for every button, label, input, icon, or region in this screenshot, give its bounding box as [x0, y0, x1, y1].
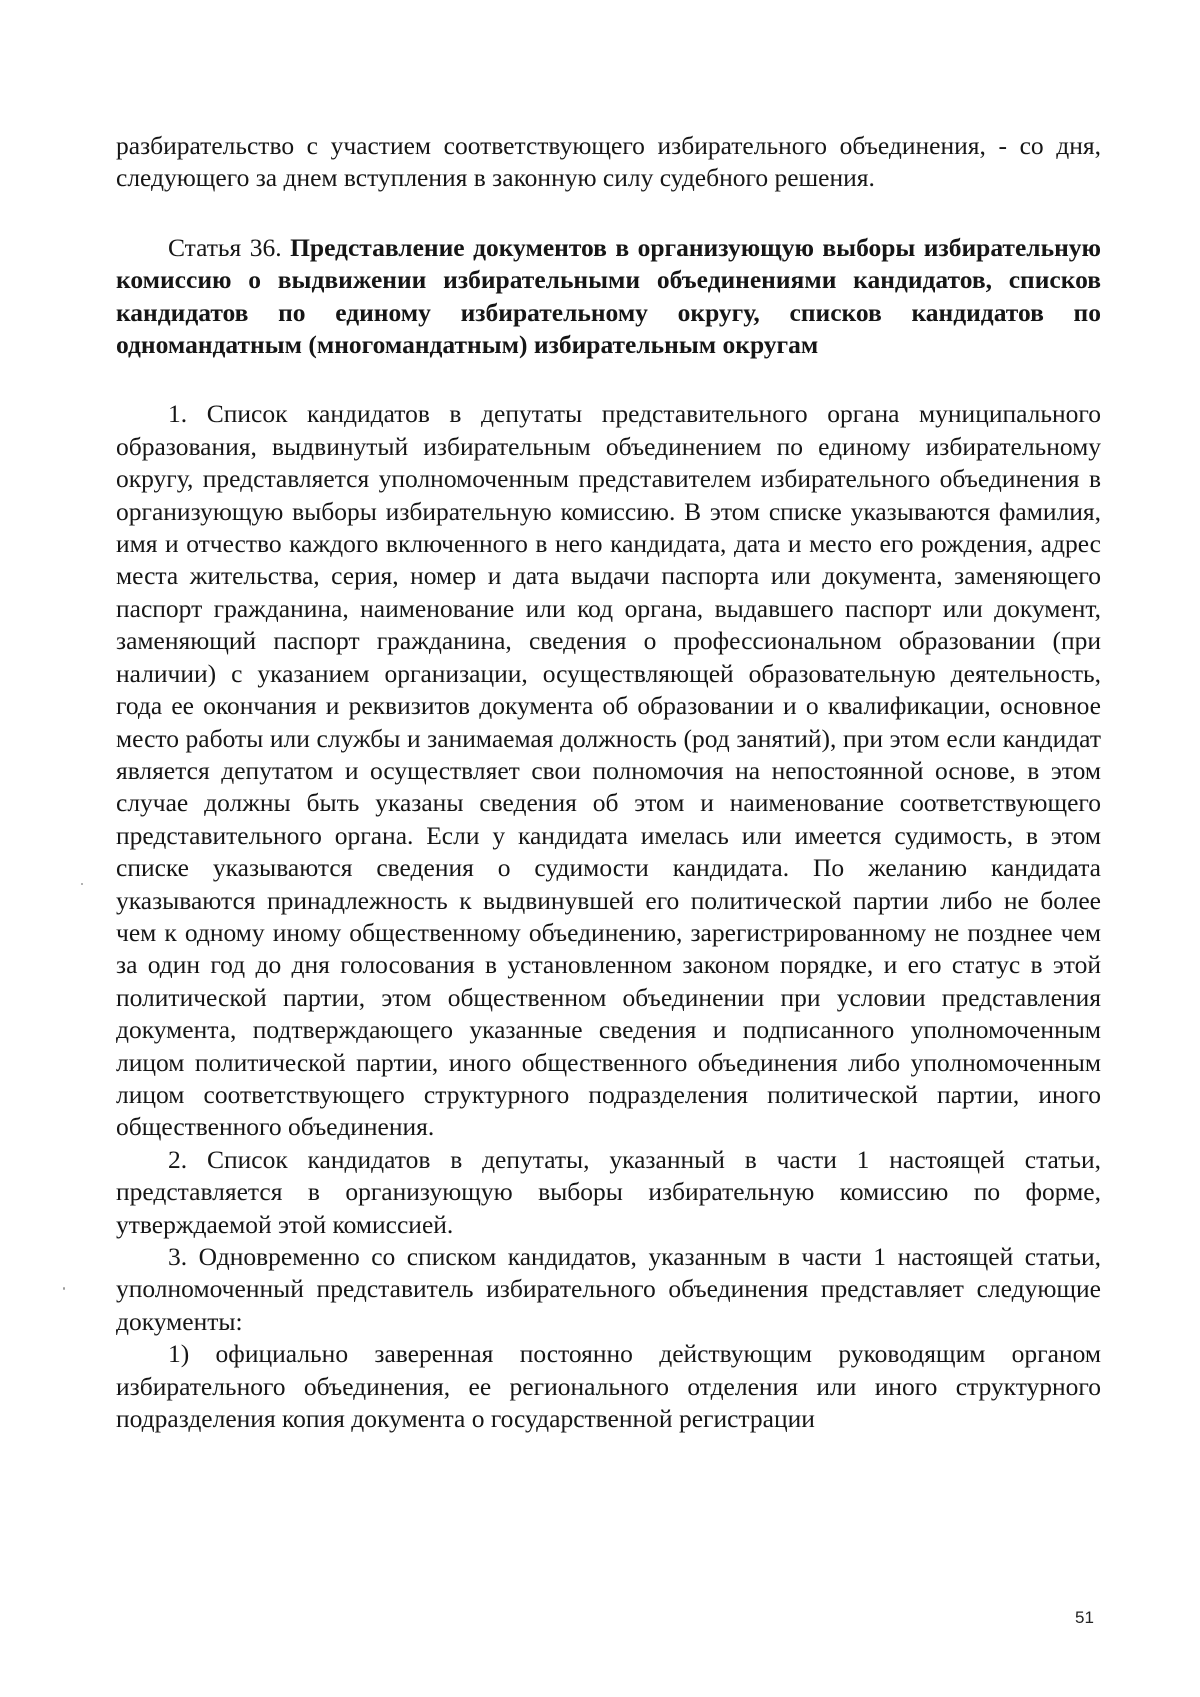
article-title: Представление документов в организующую выборы избирательную комиссию о выдвижении избирательными объединениями кандидатов, списков кандидатов по единому избирательному округу, списков кандидатов по одномандатным (многомандатным) избирательным округам	[116, 232, 1101, 360]
document-body	[116, 130, 1101, 1435]
paragraph-item-1: 1. Список кандидатов в депутаты представительного органа муниципального образования, выдвинутый избирательным объединением по единому избирательному округу, представляется уполномоченным представителем избирательного объединения в организующую выборы избирательную комиссию. В этом списке указываются фамилия, имя и отчество каждого включенного в него кандидата, дата и место его рождения, адрес места жительства, серия, номер и дата выдачи паспорта или документа, заменяющего паспорт гражданина, наименование или код органа, выдавшего паспорт или документ, заменяющий паспорт гражданина, сведения о профессиональном образовании (при наличии) с указанием организации, осуществляющей образовательную деятельность, года ее окончания и реквизитов документа об образовании и о квалификации, основное место работы или службы и занимаемая должность (род занятий), при этом если кандидат является депутатом и осуществляет свои полномочия на непостоянной основе, в этом случае должны быть указаны сведения об этом и наименование соответствующего представительного органа. Если у кандидата имелась или имеется судимость, в этом списке указываются сведения о судимости кандидата. По желанию кандидата указываются принадлежность к выдвинувшей его политической партии либо не более чем к одному иному общественному объединению, зарегистрированному не позднее чем за один год до дня голосования в установленном законом порядке, и его статус в этой политической партии, этом общественном объединении при условии представления документа, подтверждающего указанные сведения и подписанного уполномоченным лицом политической партии, иного общественного объединения либо уполномоченным лицом соответствующего структурного подразделения политической партии, иного общественного объединения.	[116, 399, 1101, 1142]
article-label: Статья 36.	[168, 232, 282, 262]
page-number: 51	[1075, 1608, 1094, 1627]
paragraph-gap	[116, 361, 1101, 398]
scan-speck	[63, 1287, 65, 1290]
article-heading	[116, 232, 1101, 362]
scan-speck	[81, 883, 83, 885]
paragraph-subitem-1: 1) официально заверенная постоянно действующим руководящим органом избирательного объединения, ее регионального отделения или иного структурного подразделения копия документа о государственной регистрации	[116, 1339, 1101, 1434]
paragraph-item-3: 3. Одновременно со списком кандидатов, указанным в части 1 настоящей статьи, уполномоченный представитель избирательного объединения представляет следующие документы:	[116, 1242, 1101, 1336]
paragraph-continuation: разбирательство с участием соответствующего избирательного объединения, - со дня, следующего за днем вступления в законную силу судебного решения.	[116, 131, 1101, 193]
paragraph-item-2: 2. Список кандидатов в депутаты, указанный в части 1 настоящей статьи, представляется в организующую выборы избирательную комиссию по форме, утверждаемой этой комиссией.	[116, 1144, 1101, 1239]
